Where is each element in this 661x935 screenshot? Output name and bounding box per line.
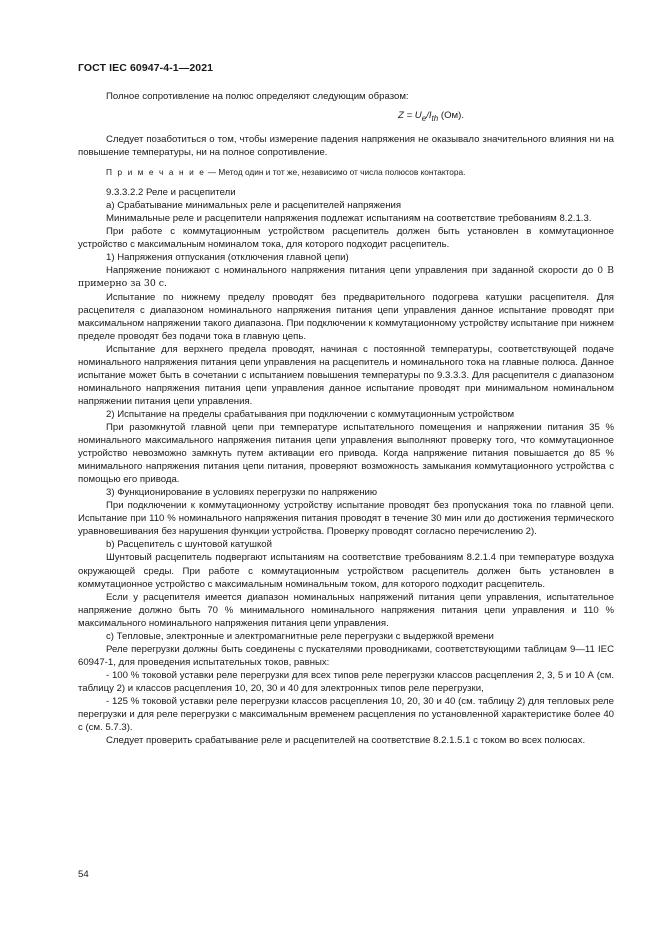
paragraph: Испытание для верхнего предела проводят, начиная с постоянной температуры, соответствующей подаче номинального напряжения питания цепи управления на расцепитель и номинального тока на главные полюса. Данное испытание может быть в сочетании с испытанием повышения температуры по 9.3.3.3. Для расцепителя с диапазоном номинального напряжения питания цепи управления данное испытание проводят при минимальном номинальном напряжении питания цепи управления.	[78, 343, 614, 407]
paragraph: Напряжение понижают с номинального напряжения питания цепи управления при заданной скорости до 0 В примерно за 30 с.	[78, 265, 614, 290]
paragraph: Испытание по нижнему пределу проводят без предварительного подогрева катушки расцепителя. Для расцепителя с диапазоном номинального напряжения питания цепи управления данное испытание проводят при максимальном напряжении такого диапазона. При подключении к коммутационному устройству испытание при нижнем пределе проводят без подачи тока в главную цепь.	[78, 291, 614, 342]
impedance-formula: $Z = U_e/I_{th}$ (Ом).	[398, 110, 464, 123]
list-item-heading: 2) Испытание на пределы срабатывания при подключении с коммутационным устройством	[106, 408, 515, 420]
paragraph: Следует позаботиться о том, чтобы измерение падения напряжения не оказывало значительного влияния ни на повышение температуры, ни на полное сопротивление.	[78, 134, 614, 159]
page-number: 54	[78, 869, 89, 880]
subsection-heading: a) Срабатывание минимальных реле и расцепителей напряжения	[106, 200, 402, 212]
paragraph: Если у расцепителя имеется диапазон номинальных напряжений питания цепи управления, испытательное напряжение должно быть 70 % минимального номинального напряжения питания цепи управления и 110 % максимального номинального напряжения питания цепи управления.	[78, 591, 614, 629]
paragraph: Минимальные реле и расцепители напряжения подлежат испытаниям на соответствие требованиям 8.2.1.3.	[106, 213, 592, 225]
section-heading: 9.3.3.2.2 Реле и расцепители	[106, 187, 236, 199]
document-body	[78, 90, 614, 747]
paragraph: При работе с коммутационным устройством расцепитель должен быть установлен в коммутационное устройство с максимальным номиналом тока, для которого подходит расцепитель.	[78, 226, 614, 251]
list-item-heading: 3) Функционирование в условиях перегрузки по напряжению	[106, 487, 378, 499]
paragraph: Полное сопротивление на полюс определяют следующим образом:	[106, 91, 409, 102]
note-text: — Метод один и тот же, независимо от числа полюсов контактора.	[205, 167, 466, 178]
paragraph: При разомкнутой главной цепи при температуре испытательного помещения и напряжении питания 35 % номинального максимального напряжения питания цепи управления выполняют проверку того, что коммутационное устройство невозможно замкнуть путем активации его привода. Когда напряжение питания повышается до 85 % минимального напряжения питания цепи питания, проверяют возможность замыкания коммутационного устройства с помощью его привода.	[78, 421, 614, 486]
list-item: - 125 % токовой уставки реле перегрузки классов расцепления 10, 20, 30 и 40 (см. таблицу 2) для тепловых реле перегрузки и для реле перегрузки с максимальным временем расцепления по установленной характеристике более 40 с (см. 5.7.3).	[78, 695, 614, 734]
document-header: ГОСТ IEC 60947-4-1—2021	[78, 62, 214, 74]
paragraph: При подключении к коммутационному устройству испытание проводят без пропускания тока по главной цепи. Испытание при 110 % номинального напряжения питания проводят в течение 30 мин или до достижения термического уравновешивания без нарушения функции устройства. Проверку проводят согласно перечислению 2).	[78, 500, 614, 538]
subsection-heading: c) Тепловые, электронные и электромагнитные реле перегрузки с выдержкой времени	[106, 630, 494, 642]
note-label: П р и м е ч а н и е	[106, 167, 206, 178]
subsection-heading: b) Расцепитель с шунтовой катушкой	[106, 539, 273, 551]
note	[78, 166, 614, 179]
paragraph: Следует проверить срабатывание реле и расцепителей на соответствие 8.2.1.5.1 с током во всех полюсах.	[106, 735, 586, 747]
inline-serif-text: В примерно за 30 с.	[78, 265, 614, 290]
list-item-heading: 1) Напряжения отпускания (отключения главной цепи)	[106, 252, 349, 264]
paragraph: Шунтовый расцепитель подвергают испытаниям на соответствие требованиям 8.2.1.4 при температуре воздуха окружающей среды. При работе с коммутационным устройством расцепитель должен быть установлен в коммутационное устройство с максимальным номинальным током, для которого подходит расцепитель.	[78, 552, 614, 590]
paragraph: Реле перегрузки должны быть соединены с пускателями проводниками, соответствующими таблицам 9—11 IEC 60947-1, для проведения испытательных токов, равных:	[78, 643, 614, 668]
list-item: - 100 % токовой уставки реле перегрузки для всех типов реле перегрузки классов расцепления 2, 3, 5 и 10 А (см. таблицу 2) и классов расцепления 10, 20, 30 и 40 для электронных типов реле перегрузки,	[78, 669, 614, 694]
